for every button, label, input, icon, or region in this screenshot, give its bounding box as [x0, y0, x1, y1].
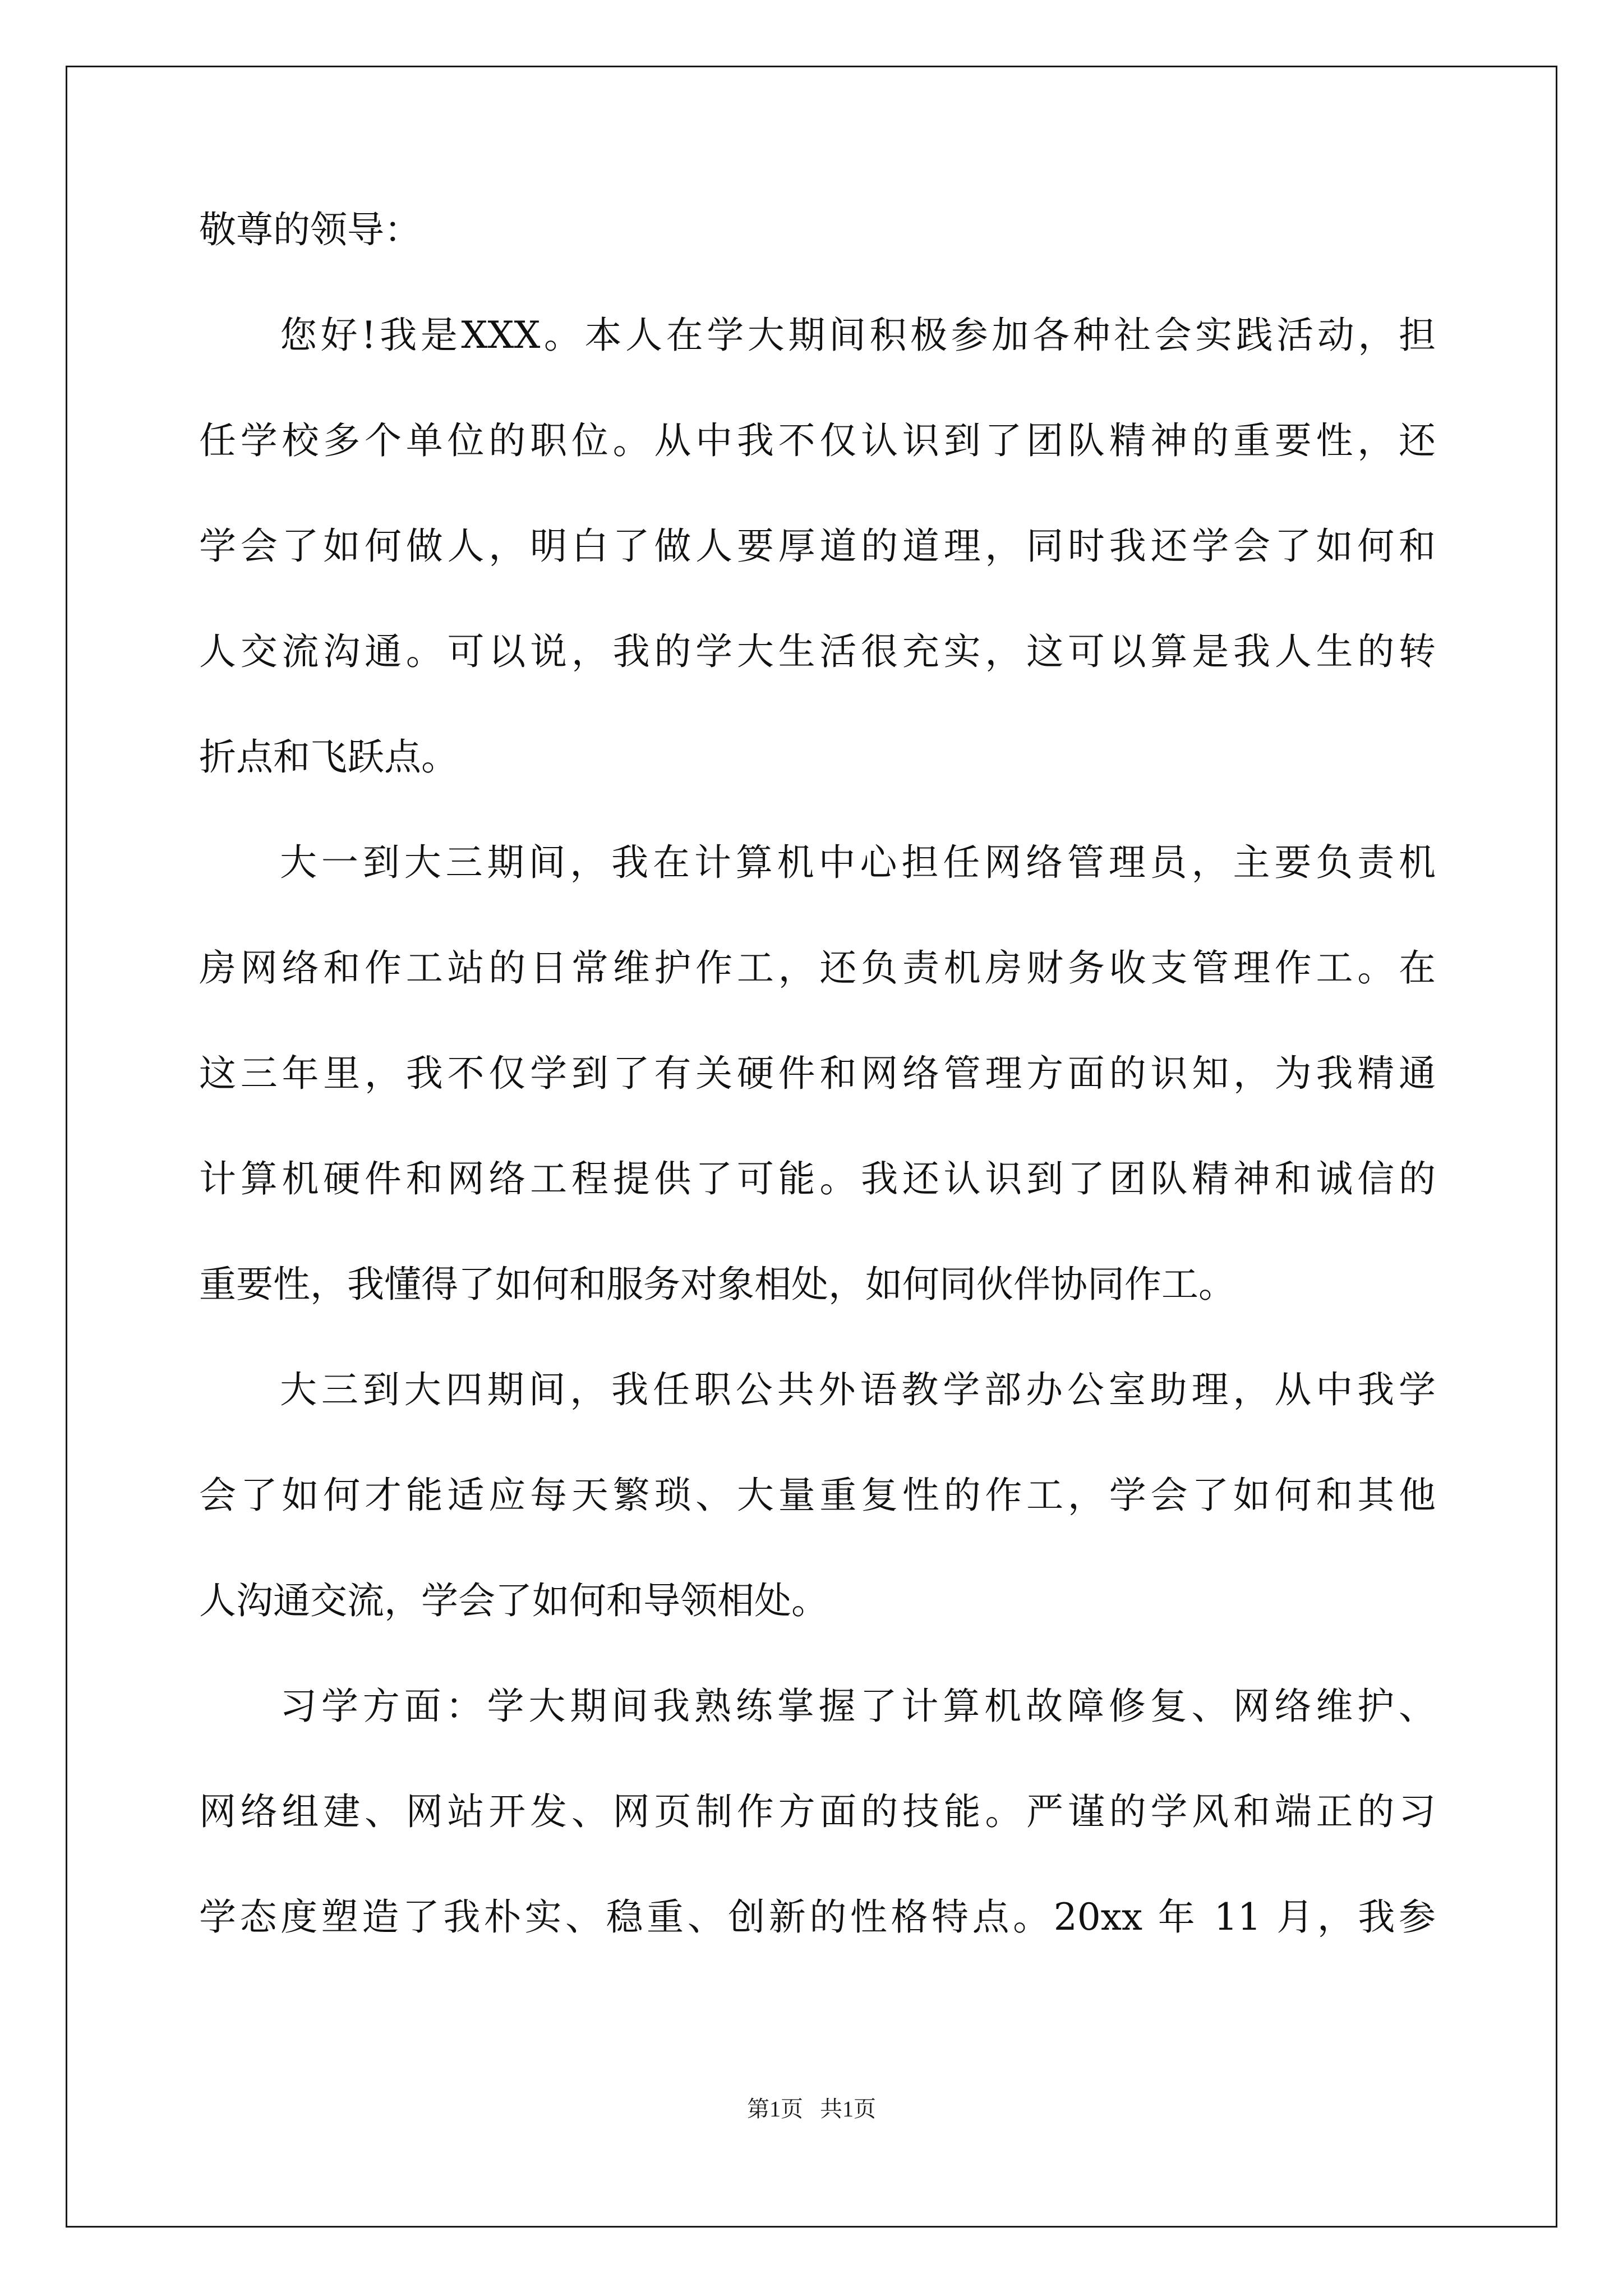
text-line: 您好!我是XXX。本人在学大期间积极参加各种社会实践活动，担 — [280, 314, 1436, 357]
page-total: 共1页 — [820, 2096, 876, 2122]
text-line: 会了如何才能适应每天繁琐、大量重复性的作工，学会了如何和其他 — [199, 1474, 1436, 1517]
text-line: 人交流沟通。可以说，我的学大生活很充实，这可以算是我人生的转 — [199, 630, 1436, 673]
text-line: 网络组建、网站开发、网页制作方面的技能。严谨的学风和端正的习 — [199, 1790, 1436, 1833]
text-line: 学态度塑造了我朴实、稳重、创新的性格特点。20xx 年 11 月，我参 — [199, 1895, 1436, 1939]
text-line: 人沟通交流，学会了如何和导领相处。 — [199, 1579, 828, 1622]
text-line: 大三到大四期间，我任职公共外语教学部办公室助理，从中我学 — [280, 1368, 1436, 1411]
text-line: 折点和飞跃点。 — [199, 735, 458, 779]
text-line: 习学方面：学大期间我熟练掌握了计算机故障修复、网络维护、 — [280, 1685, 1436, 1728]
footer-separator — [803, 2096, 820, 2122]
text-line: 任学校多个单位的职位。从中我不仅认识到了团队精神的重要性，还 — [199, 419, 1436, 462]
salutation: 敬尊的领导： — [199, 208, 421, 251]
page-number: 第1页 — [747, 2096, 803, 2122]
text-line: 这三年里，我不仅学到了有关硬件和网络管理方面的识知，为我精通 — [199, 1052, 1436, 1095]
text-line: 房网络和作工站的日常维护作工，还负责机房财务收支管理作工。在 — [199, 946, 1436, 990]
text-line: 计算机硬件和网络工程提供了可能。我还认识到了团队精神和诚信的 — [199, 1157, 1436, 1200]
page-footer — [0, 2092, 1623, 2126]
text-line: 重要性，我懂得了如何和服务对象相处，如何同伙伴协同作工。 — [199, 1263, 1235, 1306]
text-line: 大一到大三期间，我在计算机中心担任网络管理员，主要负责机 — [280, 841, 1436, 884]
text-line: 学会了如何做人，明白了做人要厚道的道理，同时我还学会了如何和 — [199, 524, 1436, 568]
